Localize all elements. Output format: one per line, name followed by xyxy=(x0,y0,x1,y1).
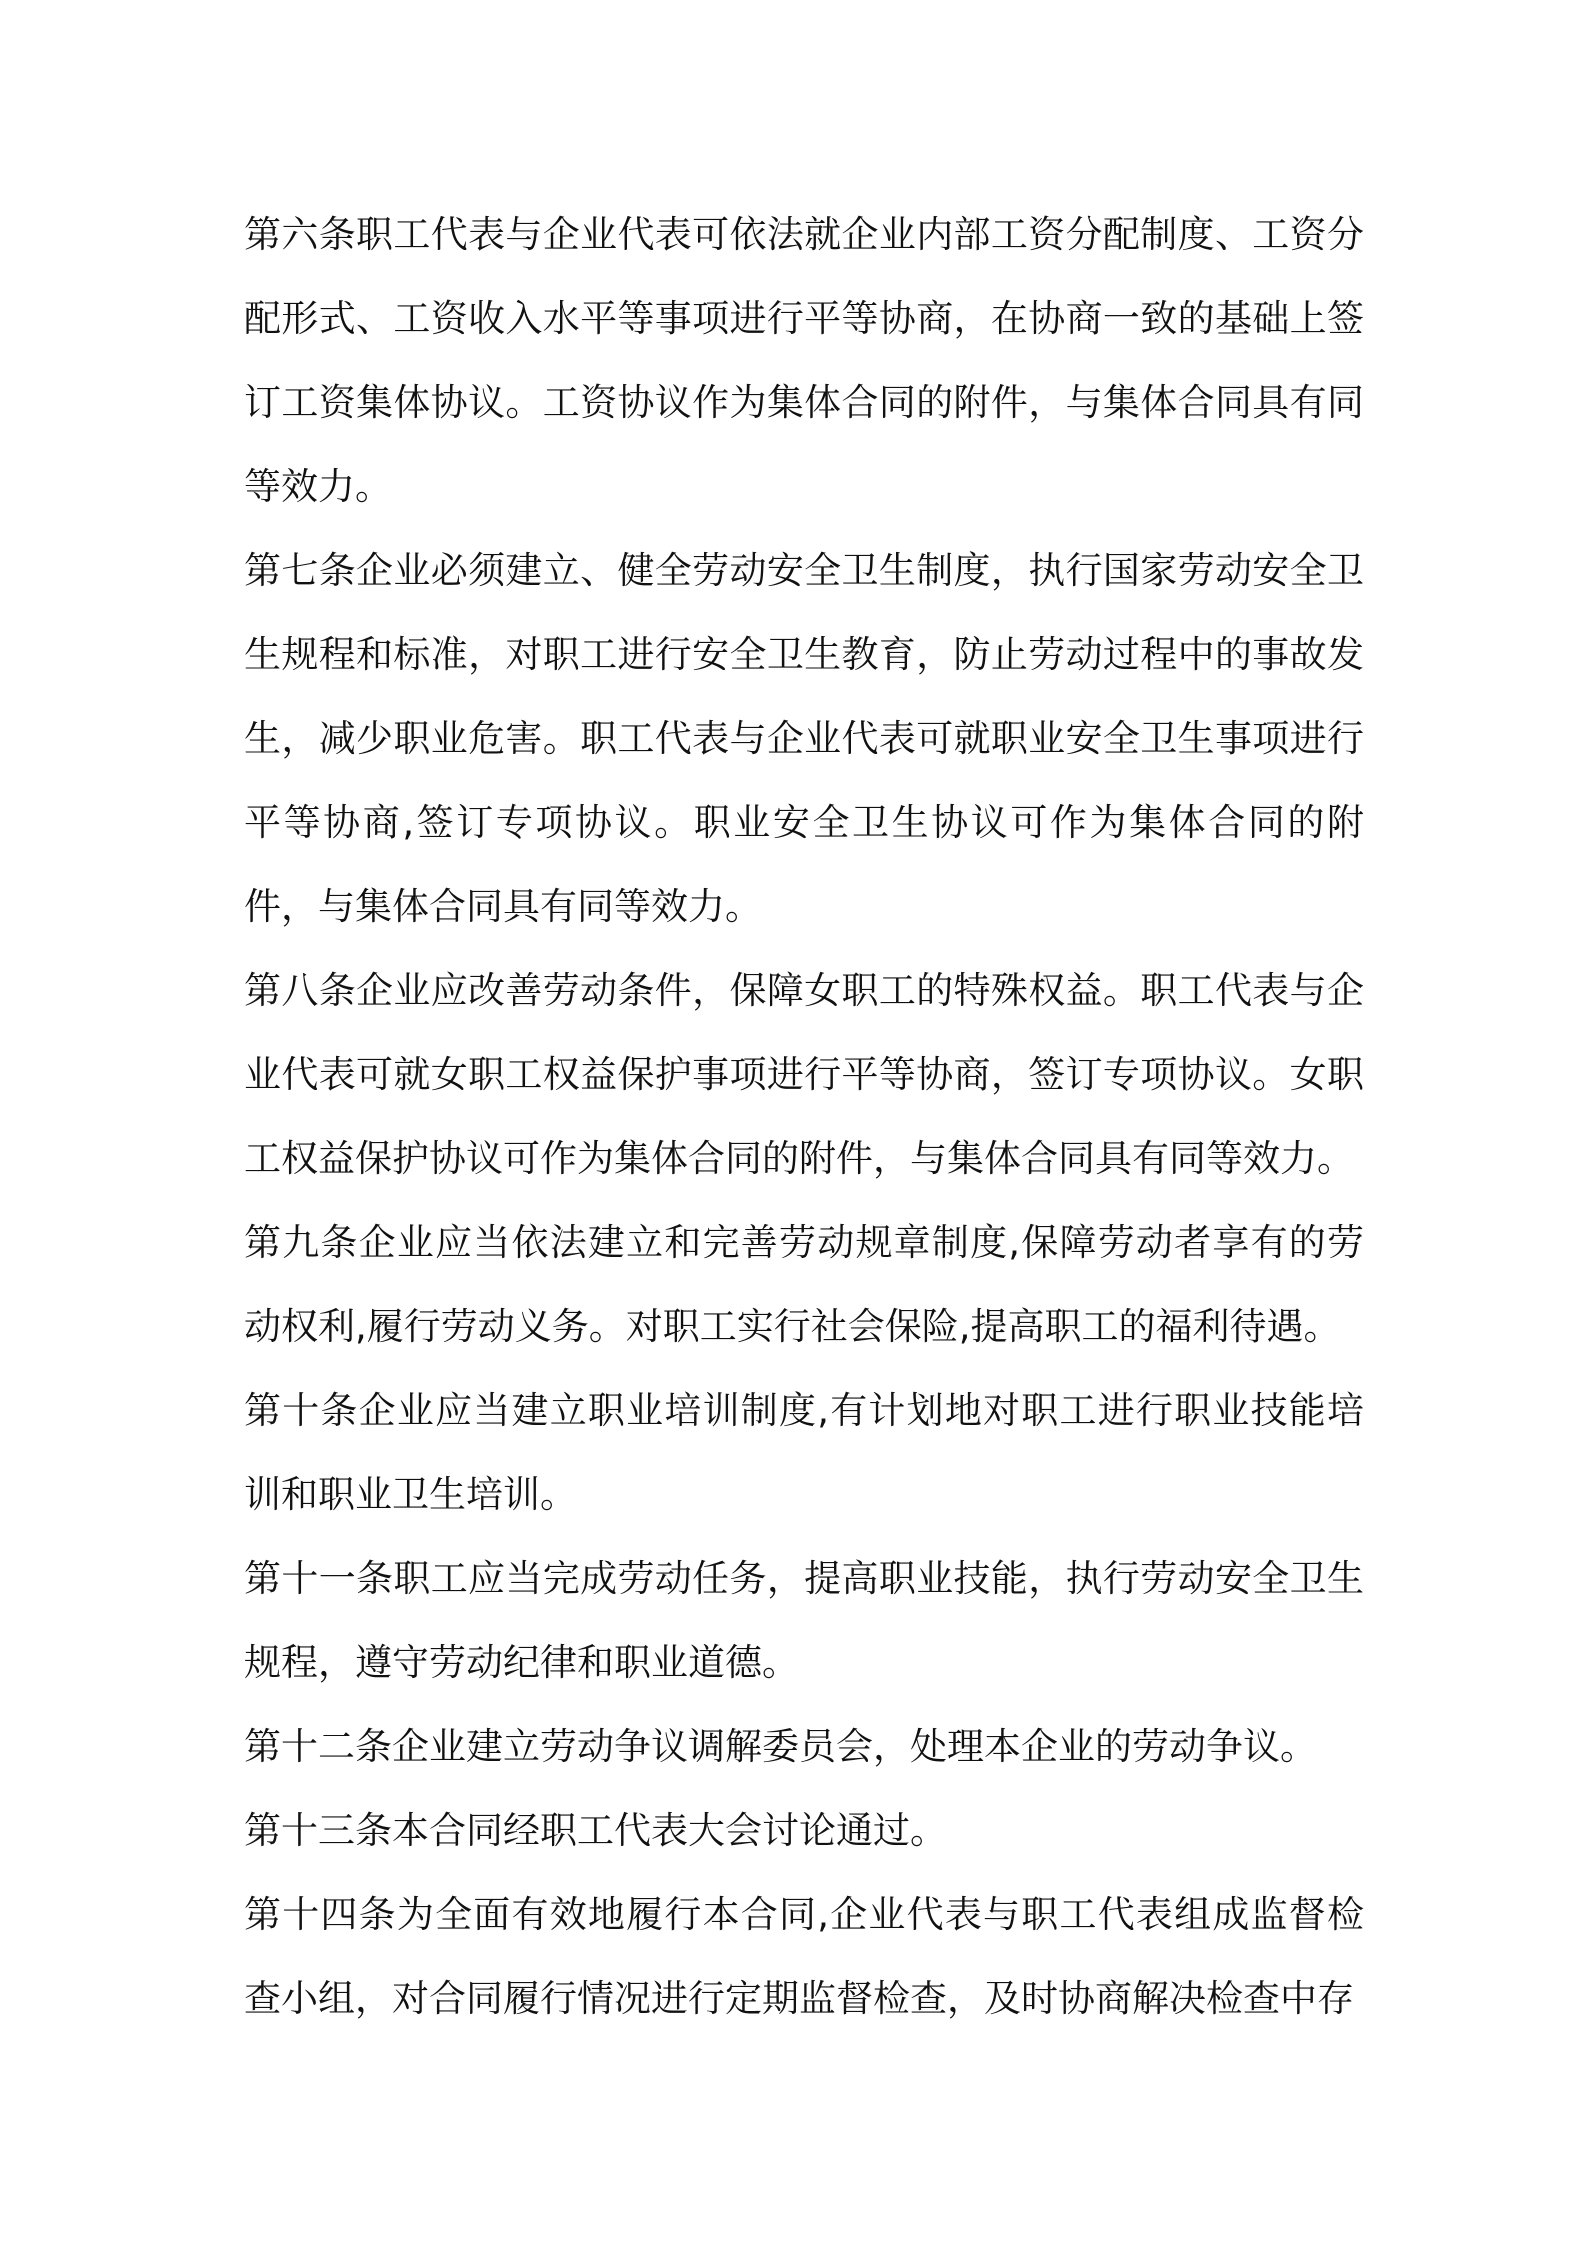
article-10-paragraph: 第十条企业应当建立职业培训制度,有计划地对职工进行职业技能培训和职业卫生培训。 xyxy=(244,1389,1364,1516)
article-7-paragraph: 第七条企业必须建立、健全劳动安全卫生制度，执行国家劳动安全卫生规程和标准，对职工进行安全卫生教育，防止劳动过程中的事故发生，减少职业危害。职工代表与企业代表可就职业安全卫生事项进行平等协商,签订专项协议。职业安全卫生协议可作为集体合同的附件，与集体合同具有同等效力。 xyxy=(244,549,1364,928)
article-6-paragraph: 第六条职工代表与企业代表可依法就企业内部工资分配制度、工资分配形式、工资收入水平等事项进行平等协商，在协商一致的基础上签订工资集体协议。工资协议作为集体合同的附件，与集体合同具有同等效力。 xyxy=(244,213,1364,508)
document-body xyxy=(244,193,1364,2041)
article-8-paragraph: 第八条企业应改善劳动条件，保障女职工的特殊权益。职工代表与企业代表可就女职工权益保护事项进行平等协商，签订专项协议。女职工权益保护协议可作为集体合同的附件，与集体合同具有同等效力。 xyxy=(244,969,1364,1180)
article-12-paragraph: 第十二条企业建立劳动争议调解委员会，处理本企业的劳动争议。 xyxy=(244,1725,1317,1768)
article-11-paragraph: 第十一条职工应当完成劳动任务，提高职业技能，执行劳动安全卫生规程，遵守劳动纪律和职业道德。 xyxy=(244,1557,1364,1684)
article-9-paragraph: 第九条企业应当依法建立和完善劳动规章制度,保障劳动者享有的劳动权利,履行劳动义务。对职工实行社会保险,提高职工的福利待遇。 xyxy=(244,1221,1364,1348)
article-14-paragraph: 第十四条为全面有效地履行本合同,企业代表与职工代表组成监督检查小组，对合同履行情况进行定期监督检查，及时协商解决检查中存 xyxy=(244,1893,1364,2020)
article-13-paragraph: 第十三条本合同经职工代表大会讨论通过。 xyxy=(244,1809,947,1852)
